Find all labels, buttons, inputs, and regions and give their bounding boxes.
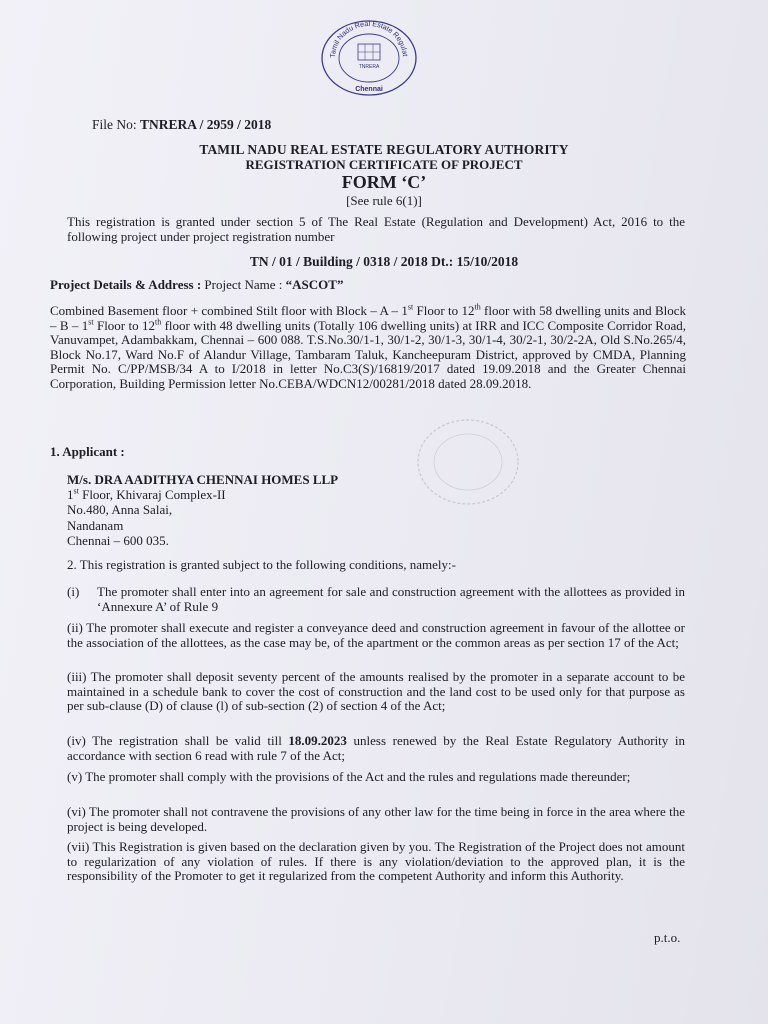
condition-item	[67, 670, 685, 714]
page-turn-over: p.t.o.	[654, 930, 681, 945]
condition-item	[67, 770, 685, 785]
authority-title: TAMIL NADU REAL ESTATE REGULATORY AUTHORITY	[199, 142, 569, 157]
address-line-3: Nandanam	[67, 517, 124, 533]
tnrera-seal	[318, 18, 420, 98]
intro-paragraph	[67, 215, 685, 244]
desc-part: Floor to 12	[93, 317, 155, 333]
condition-text: The registration shall be valid till	[92, 733, 289, 748]
condition-number: (i)	[67, 584, 80, 599]
stamp-icon	[412, 414, 524, 510]
condition-number: (iv)	[67, 733, 86, 748]
seal-emblem-icon	[318, 18, 420, 98]
desc-sup: st	[88, 317, 94, 327]
form-title: FORM ‘C’	[341, 172, 427, 192]
desc-part: Combined Basement floor + combined Stilt floor with Block – A – 1	[50, 303, 408, 318]
condition-number: (vii)	[67, 839, 90, 854]
seal-city: Chennai	[355, 86, 383, 93]
faint-stamp-impression	[412, 414, 524, 510]
condition-item	[67, 734, 685, 763]
address-sup: st	[73, 486, 79, 496]
condition-number: (iii)	[67, 669, 87, 684]
file-number-value: TNRERA / 2959 / 2018	[140, 117, 272, 132]
seal-inner-text: TNRERA	[358, 64, 380, 70]
address-part: 1	[67, 487, 74, 503]
applicant-heading: 1. Applicant :	[50, 444, 125, 459]
conditions-intro: 2. This registration is granted subject to the following conditions, namely:-	[67, 557, 456, 572]
condition-number: (v)	[67, 769, 83, 784]
project-name-label: Project Name :	[204, 277, 283, 292]
desc-sup: th	[154, 317, 162, 327]
condition-text: The promoter shall not contravene the provisions of any other law for the time being in force in the area where the project is being developed.	[67, 804, 685, 834]
condition-text: The promoter shall deposit seventy percent of the amounts realised by the promoter in a separate account to be maintained in a schedule bank to cover the cost of construction and the land cost to be used only for that purpose as per sub-clause (D) of clause (l) of sub-section (2) of section 4 of the Act;	[67, 669, 685, 714]
desc-part: floor with 58 dwelling units and Block – B – 1	[50, 303, 687, 333]
applicant-name: M/s. DRA AADITHYA CHENNAI HOMES LLP	[67, 472, 339, 487]
address-line-4: Chennai – 600 035.	[67, 532, 169, 548]
condition-text: The promoter shall enter into an agreement for sale and construction agreement with the allottees as provided in ‘Annexure A’ of Rule 9	[97, 584, 685, 614]
seal-ring-text: Tamil Nadu Real Estate Regulat	[327, 18, 410, 59]
condition-text: The promoter shall comply with the provisions of the Act and the rules and regulations made thereunder;	[85, 769, 631, 784]
intro-text: This registration is granted under section 5 of The Real Estate (Regulation and Development) Act, 2016 to the following project under project registration number	[67, 214, 685, 244]
condition-number: (ii)	[67, 620, 83, 635]
project-name: “ASCOT”	[285, 277, 344, 292]
certificate-title: REGISTRATION CERTIFICATE OF PROJECT	[245, 157, 523, 172]
condition-item	[67, 585, 685, 614]
file-number	[92, 117, 271, 133]
project-details-label: Project Details & Address :	[50, 277, 202, 292]
project-description	[50, 304, 686, 392]
address-part: Floor, Khivaraj Complex-II	[78, 487, 226, 503]
condition-text: The promoter shall execute and register a conveyance deed and construction agreement in favour of the allottee or the association of the allottees, as the case may be, of the apartment or the common areas as per section 17 of the Act;	[67, 620, 685, 650]
address-line-1	[67, 487, 338, 502]
registration-number: TN / 01 / Building / 0318 / 2018 Dt.: 15/10/2018	[249, 254, 519, 269]
condition-item	[67, 621, 685, 650]
applicant-address	[67, 472, 338, 548]
condition-text: unless renewed by the Real Estate Regulatory Authority in accordance with section 6 read with rule 7 of the Act;	[67, 733, 685, 763]
condition-item	[67, 840, 685, 884]
desc-sup: th	[474, 302, 481, 312]
condition-number: (vi)	[67, 804, 86, 819]
rule-reference: [See rule 6(1)]	[346, 193, 422, 208]
file-number-label: File No:	[92, 117, 137, 132]
condition-text: This Registration is given based on the declaration given by you. The Registration of the Project does not amount to regularization of any violation of rules. If there is any violation/deviation to the approved plan, it is the responsibility of the Promoter to get it regularized from the competent Authority and inform this Authority.	[67, 839, 686, 884]
validity-date: 18.09.2023	[288, 733, 347, 748]
desc-part: floor with 48 dwelling units (Totally 106 dwelling units) at IRR and ICC Composite Corridor Road, Vanuvampet, Adambakkam, Chennai – 600 088. T.S.No.30/1-1, 30/1-2, 30/1-3, 30/1-4, 30/2-1, 30/2-2A, Old S.No.265/4, Block No.17, Ward No.F of Alandur Village, Tambaram Taluk, Kancheepuram District, approved by CMDA, Planning Permit No. C/PP/MSB/34 A to I/2018 in letter No.C3(S)/16819/2017 dated 19.09.2018 and the Greater Chennai Corporation, Building Permission letter No.CEBA/WDCN12/00281/2018 dated 28.09.2018.	[50, 317, 687, 391]
address-line-2: No.480, Anna Salai,	[67, 502, 173, 518]
desc-part: Floor to 12	[413, 303, 475, 318]
condition-item	[67, 805, 685, 834]
project-line	[50, 277, 343, 293]
desc-sup: st	[407, 302, 414, 312]
